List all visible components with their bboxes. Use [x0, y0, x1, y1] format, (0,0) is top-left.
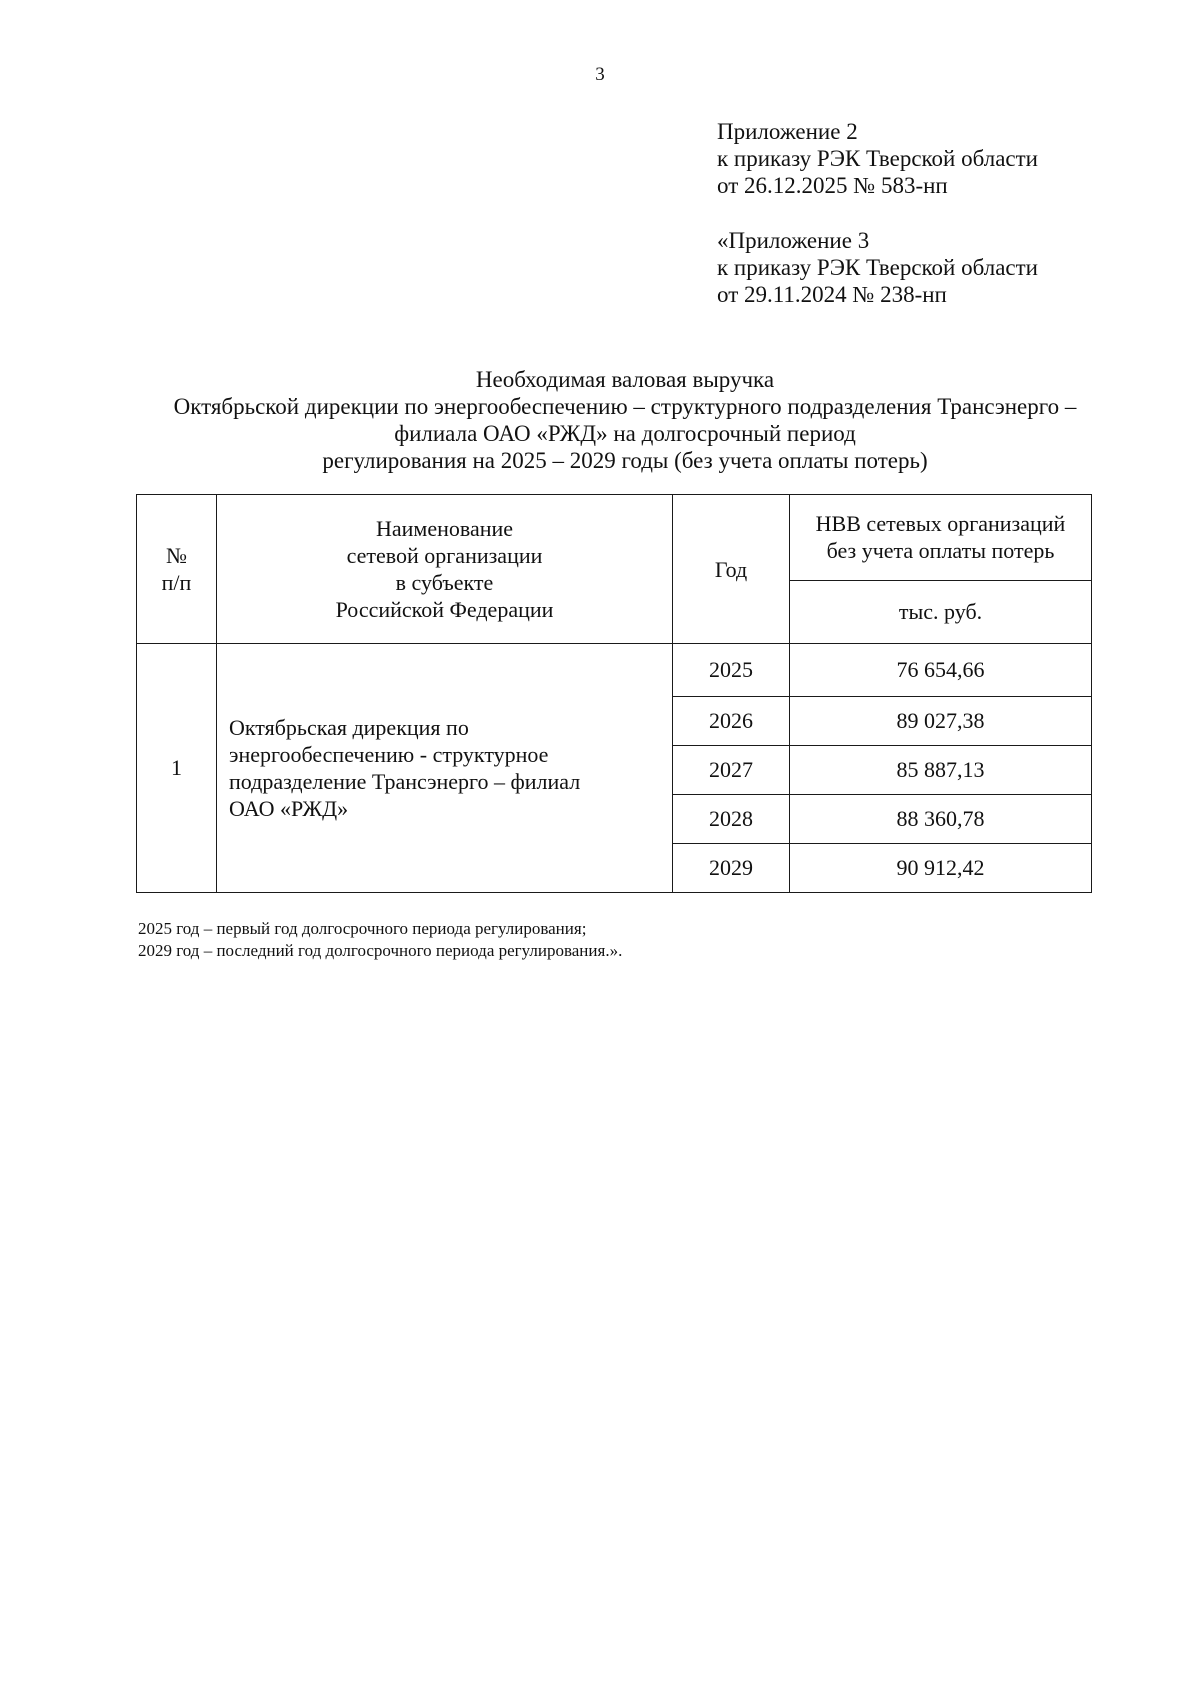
footnote-line: 2025 год – первый год долгосрочного периода регулирования; — [138, 919, 587, 938]
value-cell: 85 887,13 — [790, 746, 1092, 795]
appendix-line: «Приложение 3 — [717, 228, 870, 253]
title-line: регулирования на 2025 – 2029 годы (без учета оплаты потерь) — [322, 448, 928, 473]
table-row — [137, 644, 1092, 697]
header-nvv — [790, 495, 1092, 581]
header-organization-name — [217, 495, 673, 644]
page-number: 3 — [595, 64, 605, 85]
value-cell: 76 654,66 — [790, 644, 1092, 697]
header-number — [137, 495, 217, 644]
footnote-line: 2029 год – последний год долгосрочного периода регулирования.». — [138, 941, 623, 960]
header-name-line: сетевой организации — [346, 543, 543, 568]
header-nvv-line: НВВ сетевых организаций — [815, 511, 1066, 537]
year-cell: 2029 — [673, 844, 790, 893]
value-cell: 88 360,78 — [790, 795, 1092, 844]
header-number-label: п/п — [161, 570, 192, 595]
header-name-line: Российской Федерации — [335, 597, 554, 622]
value-cell: 89 027,38 — [790, 697, 1092, 746]
year-cell: 2025 — [673, 644, 790, 697]
document-title — [0, 366, 1200, 474]
nvv-table — [136, 494, 1092, 893]
appendix-line: от 26.12.2025 № 583-нп — [717, 173, 948, 198]
appendix-line: Приложение 2 — [717, 119, 858, 144]
appendix-line: к приказу РЭК Тверской области — [717, 146, 1038, 171]
header-number-symbol: № — [166, 543, 187, 568]
value-cell: 90 912,42 — [790, 844, 1092, 893]
title-line: Необходимая валовая выручка — [475, 367, 775, 392]
appendix-line: к приказу РЭК Тверской области — [717, 255, 1038, 280]
appendix-line: от 29.11.2024 № 238-нп — [717, 282, 947, 307]
appendix-header-original — [717, 227, 1038, 308]
footnotes — [138, 918, 622, 962]
title-line: Октябрьской дирекции по энергообеспечению – структурного подразделения Трансэнерго – — [173, 394, 1077, 419]
title-line: филиала ОАО «РЖД» на долгосрочный период — [394, 421, 856, 446]
year-cell: 2027 — [673, 746, 790, 795]
year-cell: 2028 — [673, 795, 790, 844]
year-cell: 2026 — [673, 697, 790, 746]
organization-name-line: Октябрьская дирекция по — [229, 715, 469, 740]
organization-name-line: энергообеспечению - структурное — [229, 742, 549, 767]
organization-name-line: подразделение Трансэнерго – филиал — [229, 769, 581, 794]
header-name-line: в субъекте — [395, 570, 494, 595]
organization-name — [217, 644, 673, 893]
organization-name-line: ОАО «РЖД» — [229, 796, 349, 821]
header-year: Год — [673, 495, 790, 644]
row-number: 1 — [137, 644, 217, 893]
appendix-header-current — [717, 118, 1038, 199]
header-unit: тыс. руб. — [790, 580, 1092, 643]
header-nvv-line: без учета оплаты потерь — [826, 538, 1055, 564]
header-name-line: Наименование — [375, 516, 514, 541]
table-header-row — [137, 495, 1092, 581]
